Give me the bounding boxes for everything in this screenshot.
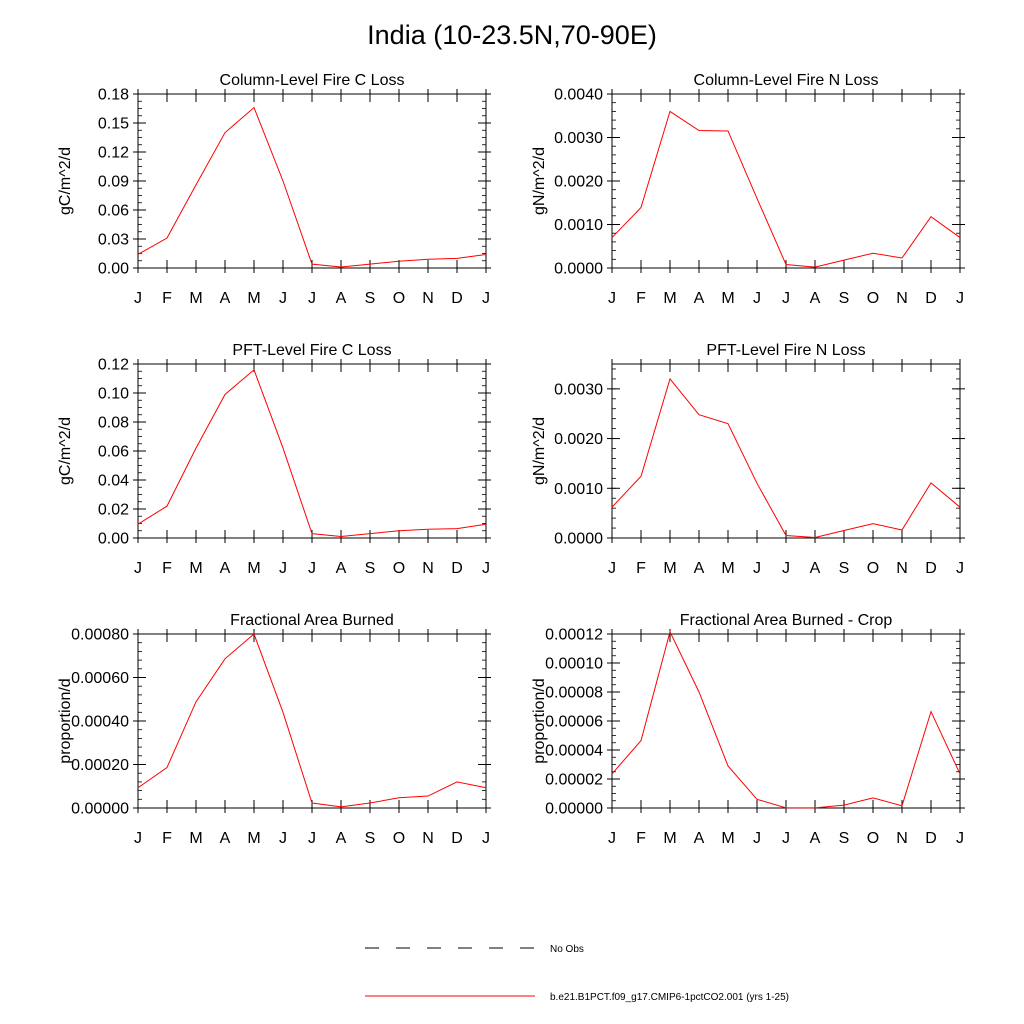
y-tick-label: 0.03 — [97, 231, 129, 249]
x-tick-label: J — [482, 290, 490, 307]
x-tick-label: J — [782, 830, 790, 847]
x-tick-label: S — [364, 290, 376, 307]
legend — [365, 944, 789, 1003]
series-line — [612, 379, 960, 538]
plot-frame — [612, 364, 960, 538]
series-line — [612, 632, 960, 808]
plot-frame — [138, 634, 486, 808]
x-tick-label: N — [422, 290, 434, 307]
y-tick-label: 0.0000 — [554, 260, 603, 278]
x-tick-label: O — [866, 830, 880, 847]
panel-title: PFT-Level Fire C Loss — [232, 342, 392, 359]
x-tick-label: O — [866, 560, 880, 577]
y-axis-label: gN/m^2/d — [531, 417, 548, 485]
x-tick-label: J — [782, 290, 790, 307]
x-tick-label: F — [162, 560, 172, 577]
x-tick-label: O — [392, 830, 406, 847]
y-tick-label: 0.00012 — [545, 626, 603, 644]
x-tick-label: F — [636, 290, 646, 307]
panels-group — [57, 72, 965, 847]
x-tick-label: M — [247, 830, 261, 847]
x-tick-label: A — [809, 830, 821, 847]
x-tick-label: J — [608, 290, 616, 307]
x-tick-label: M — [247, 560, 261, 577]
page-title: India (10-23.5N,70-90E) — [367, 20, 657, 50]
y-tick-label: 0.04 — [97, 472, 129, 490]
x-tick-label: M — [663, 830, 677, 847]
y-tick-label: 0.00008 — [545, 684, 603, 702]
x-tick-label: J — [308, 290, 316, 307]
y-tick-label: 0.18 — [97, 86, 129, 104]
panel-title: Column-Level Fire C Loss — [219, 72, 405, 89]
plot-frame — [138, 94, 486, 268]
y-tick-label: 0.0010 — [554, 480, 603, 498]
x-tick-label: D — [451, 560, 463, 577]
x-tick-label: A — [335, 830, 347, 847]
y-tick-label: 0.0030 — [554, 130, 603, 147]
series-line — [138, 108, 486, 268]
y-tick-label: 0.0030 — [554, 381, 603, 399]
y-tick-label: 0.15 — [97, 115, 129, 133]
x-tick-label: D — [925, 830, 937, 847]
x-tick-label: J — [279, 830, 287, 847]
x-tick-label: J — [956, 560, 964, 577]
x-tick-label: A — [809, 560, 821, 577]
x-tick-label: N — [896, 830, 908, 847]
x-tick-label: N — [896, 560, 908, 577]
y-tick-label: 0.0000 — [554, 530, 603, 548]
x-tick-label: A — [219, 290, 231, 307]
x-tick-label: J — [608, 830, 616, 847]
x-tick-label: J — [134, 290, 142, 307]
x-tick-label: J — [308, 560, 316, 577]
y-tick-label: 0.08 — [97, 414, 129, 432]
y-tick-label: 0.12 — [97, 144, 129, 162]
y-tick-label: 0.0020 — [554, 431, 603, 449]
x-tick-label: J — [608, 560, 616, 577]
x-tick-label: A — [219, 830, 231, 847]
x-tick-label: J — [753, 290, 761, 307]
y-tick-label: 0.06 — [97, 202, 129, 220]
x-tick-label: N — [422, 830, 434, 847]
y-tick-label: 0.0040 — [554, 86, 603, 104]
y-tick-label: 0.10 — [97, 385, 129, 403]
x-tick-label: S — [364, 560, 376, 577]
x-tick-label: O — [392, 560, 406, 577]
panel-title: Fractional Area Burned - Crop — [679, 612, 893, 629]
x-tick-label: J — [782, 560, 790, 577]
series-line — [138, 370, 486, 537]
x-tick-label: J — [956, 290, 964, 307]
x-tick-label: F — [636, 560, 646, 577]
y-tick-label: 0.00060 — [71, 670, 129, 687]
x-tick-label: M — [663, 560, 677, 577]
x-tick-label: M — [189, 290, 203, 307]
y-tick-label: 0.12 — [97, 356, 129, 374]
x-tick-label: M — [247, 290, 261, 307]
x-tick-label: O — [866, 290, 880, 307]
panel-4 — [531, 342, 965, 577]
x-tick-label: N — [896, 290, 908, 307]
x-tick-label: M — [721, 290, 735, 307]
x-tick-label: S — [838, 290, 850, 307]
x-tick-label: M — [189, 830, 203, 847]
x-tick-label: A — [219, 560, 231, 577]
x-tick-label: J — [134, 560, 142, 577]
y-tick-label: 0.00020 — [71, 757, 129, 774]
panel-1 — [57, 72, 491, 307]
x-tick-label: D — [451, 290, 463, 307]
x-tick-label: J — [956, 830, 964, 847]
legend-obs-label: No Obs — [550, 944, 584, 955]
series-line — [138, 634, 486, 807]
x-tick-label: F — [162, 290, 172, 307]
y-tick-label: 0.00002 — [545, 771, 603, 789]
y-tick-label: 0.00004 — [545, 742, 603, 760]
y-tick-label: 0.00080 — [71, 626, 129, 644]
panel-title: Column-Level Fire N Loss — [693, 72, 879, 89]
y-tick-label: 0.00000 — [545, 800, 603, 818]
y-tick-label: 0.0010 — [554, 217, 603, 234]
y-tick-label: 0.00006 — [545, 713, 603, 731]
legend-model-label: b.e21.B1PCT.f09_g17.CMIP6-1pctCO2.001 (yrs 1-25) — [550, 992, 790, 1003]
x-tick-label: M — [663, 290, 677, 307]
plot-frame — [138, 364, 486, 538]
y-tick-label: 0.00010 — [545, 655, 603, 673]
x-tick-label: S — [364, 830, 376, 847]
x-tick-label: A — [693, 560, 705, 577]
x-tick-label: A — [335, 560, 347, 577]
x-tick-label: S — [838, 560, 850, 577]
x-tick-label: J — [279, 560, 287, 577]
x-tick-label: J — [753, 830, 761, 847]
y-tick-label: 0.02 — [97, 501, 129, 519]
plot-frame — [612, 634, 960, 808]
x-tick-label: D — [925, 560, 937, 577]
y-axis-label: gC/m^2/d — [57, 147, 74, 215]
plot-frame — [612, 94, 960, 268]
y-axis-label: proportion/d — [57, 678, 74, 764]
y-tick-label: 0.00040 — [71, 713, 129, 731]
x-tick-label: M — [189, 560, 203, 577]
x-tick-label: O — [392, 290, 406, 307]
y-axis-label: proportion/d — [531, 678, 548, 764]
panel-title: Fractional Area Burned — [230, 612, 394, 629]
x-tick-label: A — [693, 830, 705, 847]
y-tick-label: 0.00000 — [71, 800, 129, 818]
x-tick-label: J — [279, 290, 287, 307]
x-tick-label: A — [693, 290, 705, 307]
x-tick-label: D — [925, 290, 937, 307]
x-tick-label: M — [721, 830, 735, 847]
panel-6 — [531, 612, 965, 847]
y-tick-label: 0.09 — [97, 173, 129, 191]
x-tick-label: M — [721, 560, 735, 577]
x-tick-label: A — [335, 290, 347, 307]
x-tick-label: F — [636, 830, 646, 847]
y-tick-label: 0.00 — [97, 260, 129, 278]
y-axis-label: gC/m^2/d — [57, 417, 74, 485]
panel-title: PFT-Level Fire N Loss — [706, 342, 866, 359]
x-tick-label: J — [482, 830, 490, 847]
panel-5 — [57, 612, 491, 847]
x-tick-label: J — [482, 560, 490, 577]
x-tick-label: A — [809, 290, 821, 307]
x-tick-label: S — [838, 830, 850, 847]
x-tick-label: J — [753, 560, 761, 577]
y-tick-label: 0.06 — [97, 443, 129, 461]
x-tick-label: J — [308, 830, 316, 847]
panel-3 — [57, 342, 491, 577]
y-axis-label: gN/m^2/d — [531, 147, 548, 215]
x-tick-label: N — [422, 560, 434, 577]
x-tick-label: J — [134, 830, 142, 847]
y-tick-label: 0.0020 — [554, 173, 603, 191]
series-line — [612, 111, 960, 267]
panel-2 — [531, 72, 965, 307]
x-tick-label: D — [451, 830, 463, 847]
x-tick-label: F — [162, 830, 172, 847]
y-tick-label: 0.00 — [97, 530, 129, 548]
